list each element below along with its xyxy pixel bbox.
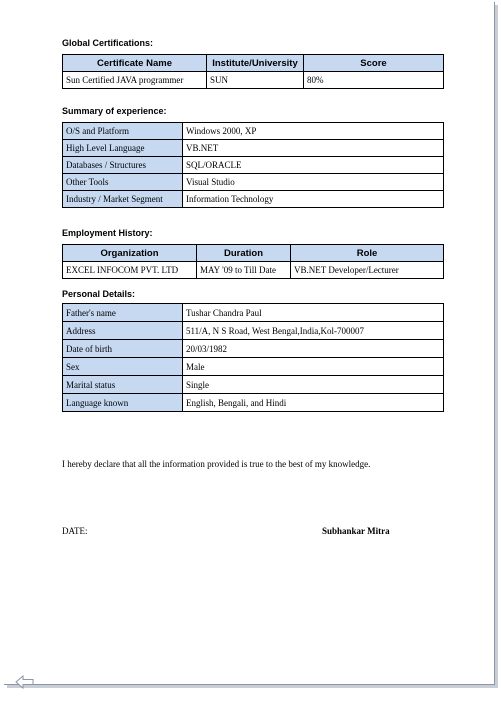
- summary-value: Information Technology: [183, 191, 444, 208]
- col-role: Role: [291, 245, 444, 262]
- employment-heading: Employment History:: [62, 228, 153, 238]
- cert-name-cell: Sun Certified JAVA programmer: [63, 72, 207, 89]
- personal-table: [62, 303, 444, 412]
- summary-label: Databases / Structures: [63, 157, 183, 174]
- personal-value: Male: [183, 358, 444, 376]
- personal-label: Sex: [63, 358, 183, 376]
- table-row: [63, 304, 444, 322]
- table-row: [63, 358, 444, 376]
- personal-value: 511/A, N S Road, West Bengal,India,Kol-700007: [183, 322, 444, 340]
- personal-label: Father's name: [63, 304, 183, 322]
- cert-score-cell: 80%: [304, 72, 444, 89]
- summary-value: VB.NET: [183, 140, 444, 157]
- summary-heading: Summary of experience:: [62, 106, 167, 116]
- personal-label: Language known: [63, 394, 183, 412]
- personal-label: Address: [63, 322, 183, 340]
- certifications-heading: Global Certifications:: [62, 38, 154, 48]
- summary-table: [62, 122, 444, 208]
- col-institute: Institute/University: [207, 55, 304, 72]
- table-row: [63, 262, 444, 279]
- table-row: [63, 157, 444, 174]
- summary-label: Other Tools: [63, 174, 183, 191]
- table-row: [63, 174, 444, 191]
- table-row: [63, 376, 444, 394]
- signature-name: Subhankar Mitra: [322, 526, 390, 536]
- table-row: [63, 72, 444, 89]
- personal-value: Tushar Chandra Paul: [183, 304, 444, 322]
- employment-table: [62, 244, 444, 279]
- cert-institute-cell: SUN: [207, 72, 304, 89]
- table-row: [63, 394, 444, 412]
- date-label: DATE:: [62, 526, 88, 536]
- table-row: [63, 191, 444, 208]
- summary-label: Industry / Market Segment: [63, 191, 183, 208]
- summary-value: Visual Studio: [183, 174, 444, 191]
- col-certificate-name: Certificate Name: [63, 55, 207, 72]
- table-row: [63, 340, 444, 358]
- summary-value: Windows 2000, XP: [183, 123, 444, 140]
- personal-value: Single: [183, 376, 444, 394]
- employment-org-cell: EXCEL INFOCOM PVT. LTD: [63, 262, 197, 279]
- col-duration: Duration: [197, 245, 291, 262]
- certifications-table: [62, 54, 444, 89]
- table-row: [63, 322, 444, 340]
- table-row: [63, 123, 444, 140]
- summary-value: SQL/ORACLE: [183, 157, 444, 174]
- employment-duration-cell: MAY '09 to Till Date: [197, 262, 291, 279]
- personal-value: 20/03/1982: [183, 340, 444, 358]
- summary-label: O/S and Platform: [63, 123, 183, 140]
- col-organization: Organization: [63, 245, 197, 262]
- table-row: [63, 140, 444, 157]
- back-arrow-icon[interactable]: [15, 674, 35, 690]
- summary-label: High Level Language: [63, 140, 183, 157]
- personal-label: Date of birth: [63, 340, 183, 358]
- col-score: Score: [304, 55, 444, 72]
- employment-role-cell: VB.NET Developer/Lecturer: [291, 262, 444, 279]
- personal-value: English, Bengali, and Hindi: [183, 394, 444, 412]
- personal-label: Marital status: [63, 376, 183, 394]
- personal-heading: Personal Details:: [62, 289, 136, 299]
- declaration-text: I hereby declare that all the information provided is true to the best of my knowledge.: [62, 459, 371, 469]
